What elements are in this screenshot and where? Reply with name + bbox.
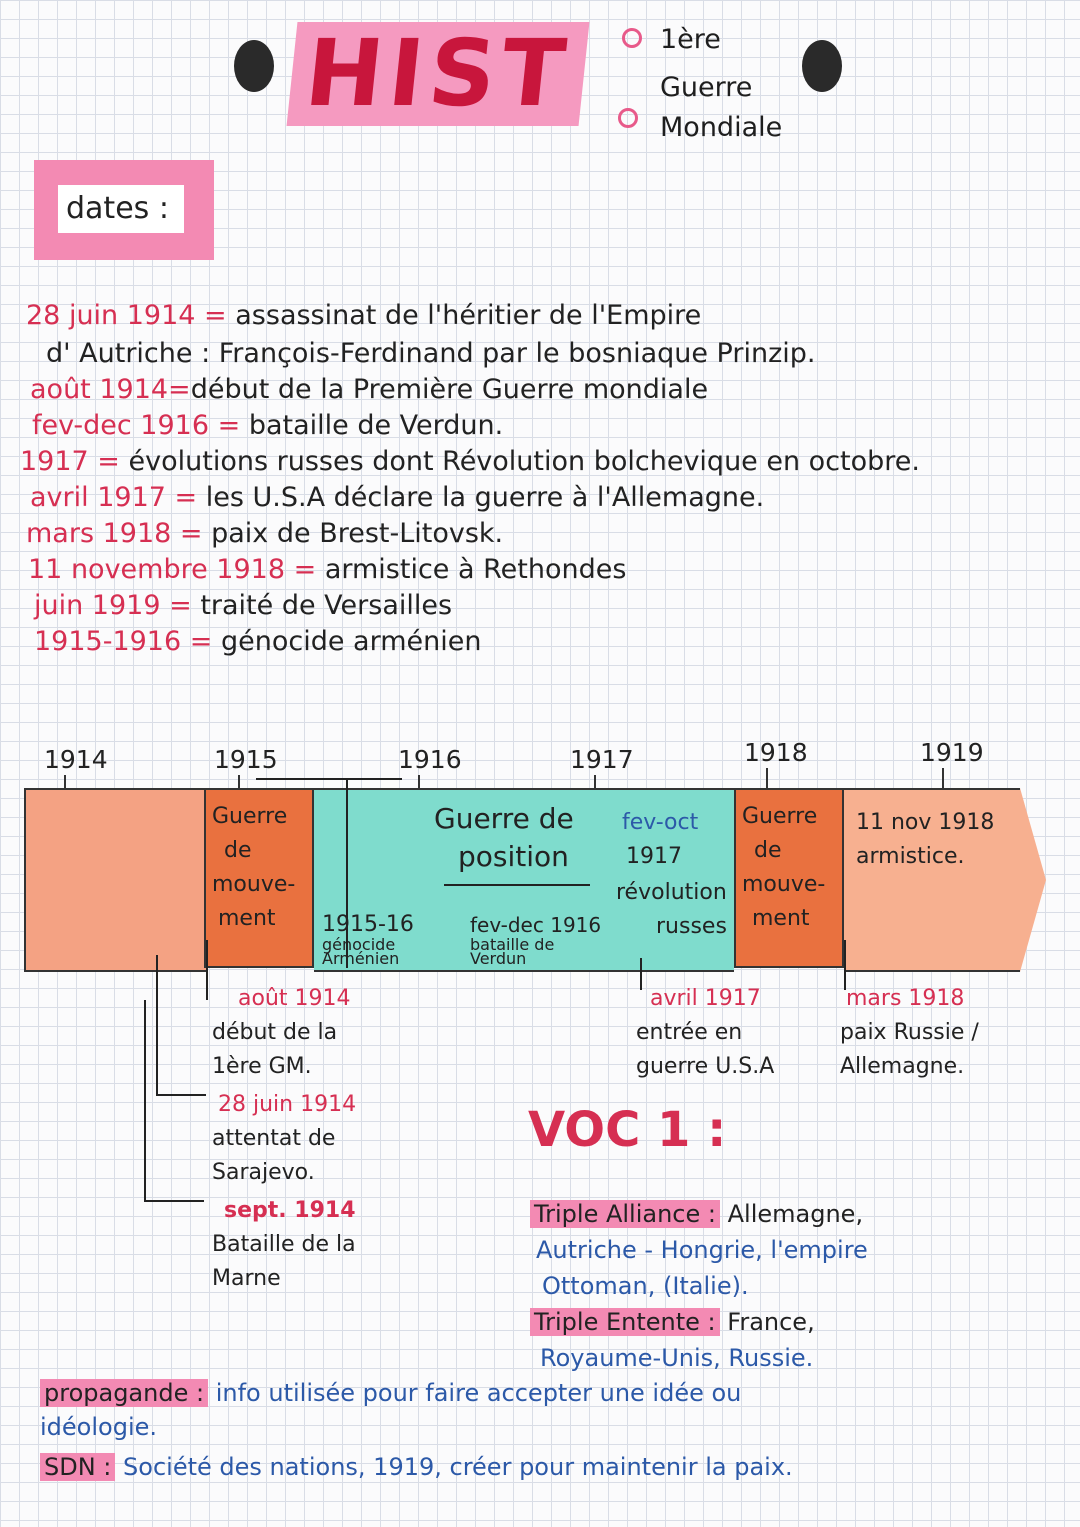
arrow-line [444,884,590,886]
date-line: 1917 = évolutions russes dont Révolution bolchevique en octobre. [20,446,920,477]
timeline-year: 1919 [920,738,984,767]
dates-label: dates : [58,185,184,233]
colon-dot-icon [622,28,642,48]
date-line: d' Autriche : François-Ferdinand par le bosniaque Prinzip. [46,338,816,369]
page-title: HIST [287,22,590,126]
subtitle-line-2: Guerre [660,72,753,103]
binder-hole-left [234,40,274,92]
sdn: SDN : Société des nations, 1919, créer pour maintenir la paix. [40,1450,793,1484]
triple-alliance: Triple Alliance : Allemagne, Autriche - Hongrie, l'empire Ottoman, (Italie). [530,1196,868,1304]
event-aout-1914: août 1914 début de la 1ère GM. [212,986,351,1079]
fev-oct-text: fev-oct 1917 [622,810,699,869]
timeline-year: 1918 [744,738,808,767]
subtitle-line-1: 1ère [660,24,721,55]
subtitle-line-3: Mondiale [660,112,783,143]
colon-dot-icon [618,108,638,128]
date-line: mars 1918 = paix de Brest-Litovsk. [26,518,504,549]
date-line: 11 novembre 1918 = armistice à Rethondes [28,554,627,585]
propagande: propagande : info utilisée pour faire accepter une idée ou idéologie. [40,1379,742,1441]
connector-line [156,955,158,1095]
event-sept-1914: sept. 1914 Bataille de la Marne [212,1198,356,1291]
timeline-year: 1915 [214,745,278,774]
armistice-text: 11 nov 1918 armistice. [856,810,995,869]
voc-title: VOC 1 : [528,1102,727,1158]
timeline-tick [766,768,768,790]
guerre-position-text: Guerre de position [434,802,574,873]
connector-line [206,940,208,1000]
event-mars-1918: mars 1918 paix Russie / Allemagne. [840,986,979,1079]
date-line: 1915-1916 = génocide arménien [34,626,482,657]
connector-line [144,1200,204,1202]
guerre-mouvement-1-text: Guerre de mouve- ment [212,804,296,931]
event-juin-1914: 28 juin 1914 attentat de Sarajevo. [212,1092,357,1185]
revolution-text: révolution russes [616,880,727,939]
binder-hole-right [802,40,842,92]
guerre-mouvement-2-text: Guerre de mouve- ment [742,804,826,931]
connector-line [144,1000,146,1200]
timeline-year: 1916 [398,745,462,774]
date-line: fev-dec 1916 = bataille de Verdun. [32,410,504,441]
timeline-year: 1917 [570,745,634,774]
timeline-segment-1914 [24,788,206,972]
event-avril-1917: avril 1917 entrée en guerre U.S.A [636,986,775,1079]
genocide-text: 1915-16 génocide Arménien [322,912,414,968]
timeline-arrow-head [1020,788,1046,972]
timeline-tick [942,768,944,790]
triple-entente: Triple Entente : France, Royaume-Unis, Russie. [530,1304,815,1376]
date-line: avril 1917 = les U.S.A déclare la guerre à l'Allemagne. [30,482,765,513]
connector-line [156,1094,206,1096]
date-line: 28 juin 1914 = assassinat de l'héritier de l'Empire [26,300,702,331]
date-line: août 1914=début de la Première Guerre mondiale [30,374,709,405]
date-line: juin 1919 = traité de Versailles [34,590,453,621]
arrow-line [256,778,402,780]
timeline-year: 1914 [44,745,108,774]
verdun-text: fev-dec 1916 bataille de Verdun [470,913,602,968]
